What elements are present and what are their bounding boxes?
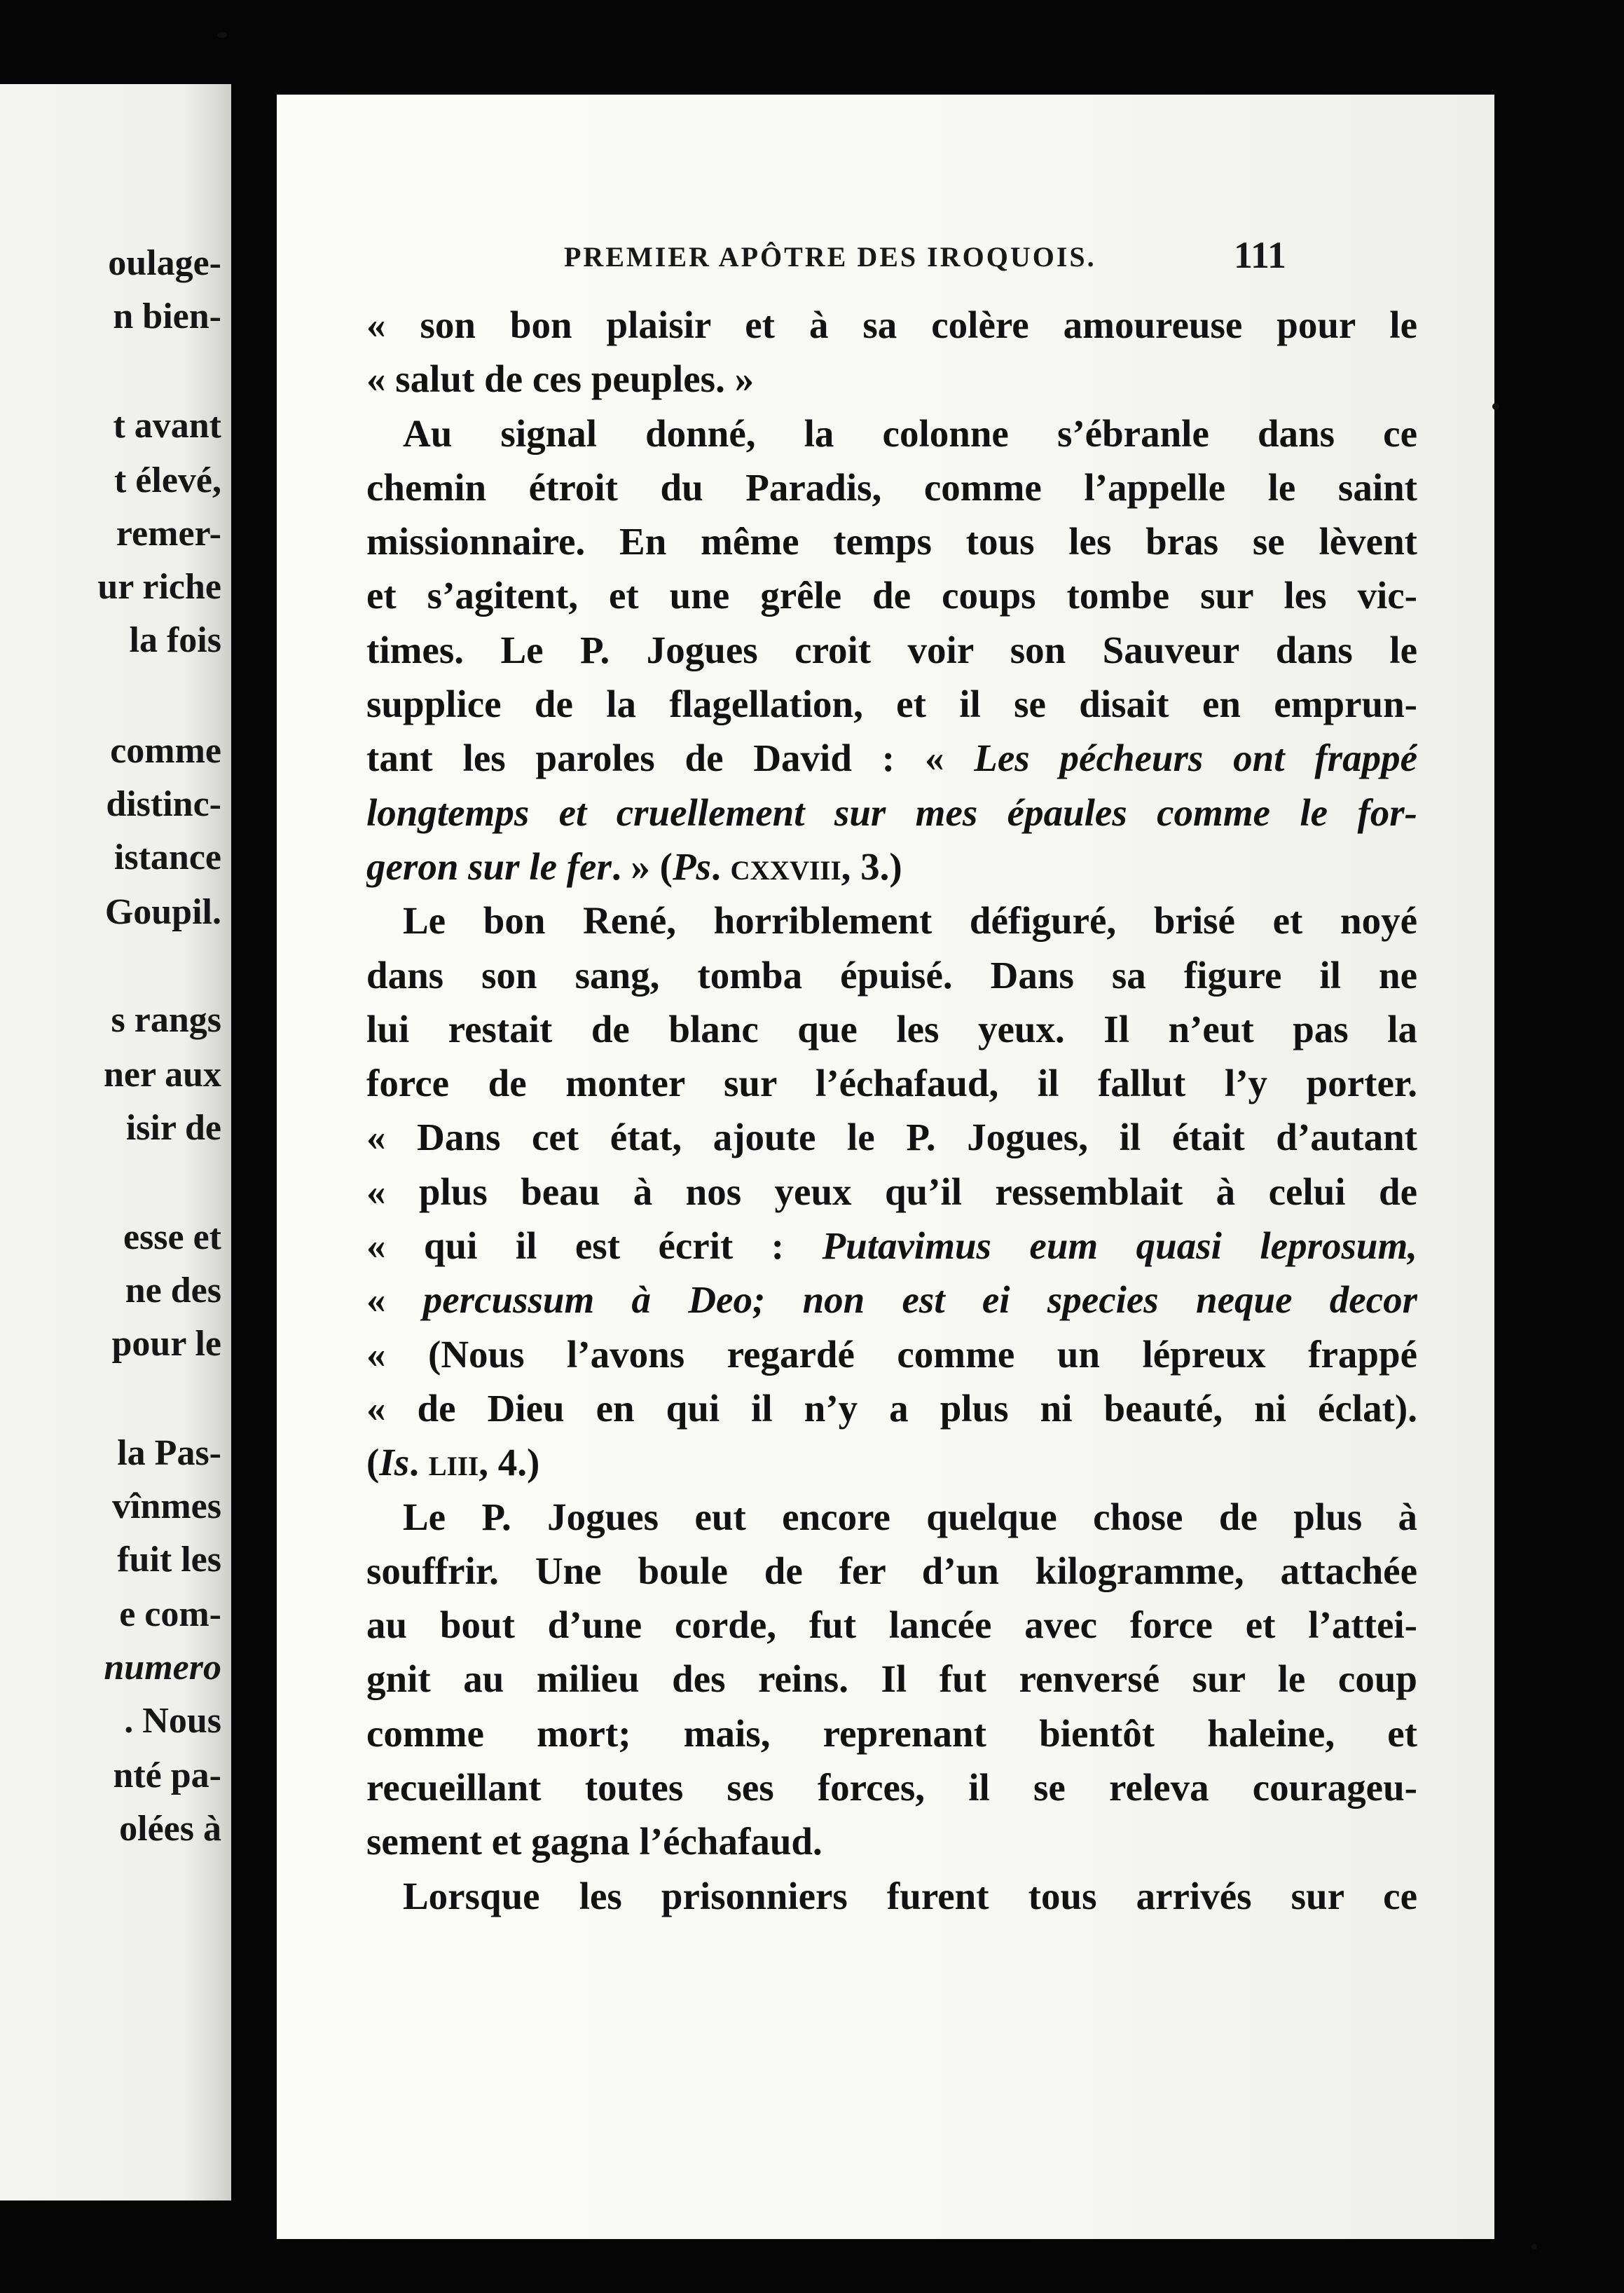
text-line bbox=[366, 677, 1417, 731]
text-run: souffrir. Une boule de fer d’un kilogramme, attachée bbox=[366, 1549, 1417, 1592]
text-run: sement et gagna l’échafaud. bbox=[366, 1820, 823, 1863]
left-page-line: remer- bbox=[116, 514, 221, 554]
text-line bbox=[366, 840, 1417, 894]
text-run: « plus beau à nos yeux qu’il ressemblait à celui de bbox=[366, 1170, 1417, 1213]
text-line bbox=[366, 298, 1417, 352]
text-run: Putavimus eum quasi leprosum, bbox=[822, 1224, 1417, 1268]
text-run: recueillant toutes ses forces, il se releva courageu- bbox=[366, 1766, 1417, 1809]
text-line bbox=[366, 1544, 1417, 1598]
left-page-line: pour le bbox=[111, 1324, 221, 1364]
text-line bbox=[366, 894, 1417, 947]
left-page-line: n bien- bbox=[113, 296, 221, 336]
scan-speck bbox=[1532, 2244, 1537, 2250]
text-line bbox=[366, 786, 1417, 840]
text-run: missionnaire. En même temps tous les bras se lèvent bbox=[366, 520, 1417, 563]
left-page-line: . Nous bbox=[124, 1701, 221, 1741]
text-run: . » ( bbox=[611, 844, 673, 888]
text-line bbox=[366, 1165, 1417, 1219]
text-run: Ps bbox=[672, 844, 711, 888]
text-run: « bbox=[366, 1278, 423, 1322]
text-run: longtemps et cruellement sur mes épaules comme le for- bbox=[366, 790, 1417, 834]
text-run: percussum à Deo; non est ei species neque decor bbox=[422, 1278, 1417, 1322]
text-line bbox=[366, 1002, 1417, 1056]
text-run: tant les paroles de David : « bbox=[366, 737, 975, 780]
text-line bbox=[366, 460, 1417, 514]
running-head: PREMIER APÔTRE DES IROQUOIS. bbox=[564, 241, 1096, 273]
text-line bbox=[366, 1435, 1417, 1489]
left-page-line: la Pas- bbox=[117, 1433, 221, 1473]
left-page-line: esse et bbox=[123, 1217, 221, 1257]
text-line bbox=[366, 1814, 1417, 1868]
text-run: « de Dieu en qui il n’y a plus ni beauté, ni éclat). bbox=[366, 1386, 1417, 1430]
text-run: , 3.) bbox=[841, 844, 902, 888]
left-page-line: ner aux bbox=[103, 1055, 221, 1095]
text-line bbox=[366, 1760, 1417, 1814]
text-line bbox=[366, 1056, 1417, 1110]
left-page-line: istance bbox=[113, 837, 221, 877]
left-page-line: distinc- bbox=[106, 784, 221, 824]
text-line bbox=[366, 1652, 1417, 1706]
text-run: . bbox=[710, 844, 731, 888]
text-run: Lorsque les prisonniers furent tous arrivés sur ce bbox=[403, 1874, 1417, 1917]
text-line bbox=[366, 1381, 1417, 1435]
text-run: times. Le P. Jogues croit voir son Sauveur dans le bbox=[366, 628, 1417, 671]
scan-speck bbox=[1492, 403, 1499, 410]
text-line bbox=[366, 1490, 1417, 1544]
text-line bbox=[366, 406, 1417, 460]
text-run: au bout d’une corde, fut lancée avec force et l’attei- bbox=[366, 1603, 1417, 1647]
right-page bbox=[277, 95, 1494, 2239]
body-text bbox=[366, 298, 1417, 1923]
left-page-line: oulage- bbox=[108, 243, 221, 283]
left-page-line: Goupil. bbox=[104, 892, 221, 932]
text-run: « Dans cet état, ajoute le P. Jogues, il était d’autant bbox=[366, 1116, 1417, 1159]
text-line bbox=[366, 1273, 1417, 1327]
text-line bbox=[366, 948, 1417, 1002]
text-line bbox=[366, 1869, 1417, 1923]
text-run: « (Nous l’avons regardé comme un lépreux frappé bbox=[366, 1332, 1417, 1376]
text-run: chemin étroit du Paradis, comme l’appelle le saint bbox=[366, 465, 1417, 509]
text-run: Au signal donné, la colonne s’ébranle dans ce bbox=[403, 411, 1417, 455]
text-line bbox=[366, 568, 1417, 622]
text-run: « son bon plaisir et à sa colère amoureuse pour le bbox=[366, 303, 1417, 346]
text-run: supplice de la flagellation, et il se disait en emprun- bbox=[366, 683, 1417, 726]
text-run: Le bon René, horriblement défiguré, brisé et noyé bbox=[403, 899, 1417, 943]
text-run: Les pécheurs ont frappé bbox=[974, 737, 1417, 780]
text-line bbox=[366, 623, 1417, 677]
left-page-line: t élevé, bbox=[113, 460, 221, 500]
text-run: , 4.) bbox=[479, 1441, 540, 1484]
text-line bbox=[366, 1327, 1417, 1381]
text-run: « qui il est écrit : bbox=[366, 1224, 823, 1268]
text-run: geron sur le fer bbox=[366, 844, 612, 888]
text-line bbox=[366, 1598, 1417, 1652]
text-run: et s’agitent, et une grêle de coups tombe sur les vic- bbox=[366, 574, 1417, 617]
text-run: « salut de ces peuples. » bbox=[366, 357, 755, 401]
text-run: Is bbox=[379, 1441, 410, 1484]
left-page-line: numero bbox=[104, 1648, 221, 1688]
text-line bbox=[366, 514, 1417, 568]
text-run: dans son sang, tomba épuisé. Dans sa figure il ne bbox=[366, 953, 1417, 997]
text-run: liii bbox=[428, 1441, 479, 1484]
text-line bbox=[366, 1110, 1417, 1164]
text-run: force de monter sur l’échafaud, il fallut l’y porter. bbox=[366, 1062, 1417, 1105]
left-page-line: la fois bbox=[129, 620, 221, 660]
text-line bbox=[366, 1706, 1417, 1760]
left-page-line: fuit les bbox=[117, 1540, 221, 1580]
text-run: comme mort; mais, reprenant bientôt haleine, et bbox=[366, 1711, 1417, 1755]
text-run: ( bbox=[366, 1441, 380, 1484]
text-line bbox=[366, 352, 1417, 406]
page-number: 111 bbox=[1234, 234, 1287, 276]
left-page-line: ur riche bbox=[97, 567, 221, 607]
text-run: cxxviii bbox=[730, 844, 841, 888]
text-run: gnit au milieu des reins. Il fut renversé sur le coup bbox=[366, 1657, 1417, 1701]
left-page-line: comme bbox=[110, 731, 221, 771]
text-line bbox=[366, 731, 1417, 785]
left-page-line: isir de bbox=[125, 1108, 221, 1148]
text-run: Le P. Jogues eut encore quelque chose de plus à bbox=[403, 1495, 1417, 1538]
left-page-line: olées à bbox=[119, 1809, 221, 1849]
text-run: lui restait de blanc que les yeux. Il n’eut pas la bbox=[366, 1007, 1417, 1050]
left-page-line: t avant bbox=[113, 406, 221, 446]
left-page-line: ne des bbox=[125, 1271, 221, 1310]
text-run: . bbox=[409, 1441, 429, 1484]
scan-speck bbox=[217, 32, 227, 38]
left-page-line: s rangs bbox=[111, 1000, 221, 1040]
text-line bbox=[366, 1219, 1417, 1273]
left-page-line: e com- bbox=[119, 1594, 221, 1634]
left-page-line: vînmes bbox=[112, 1486, 221, 1526]
left-page-fragment bbox=[0, 84, 231, 2200]
left-page-line: nté pa- bbox=[113, 1755, 221, 1795]
